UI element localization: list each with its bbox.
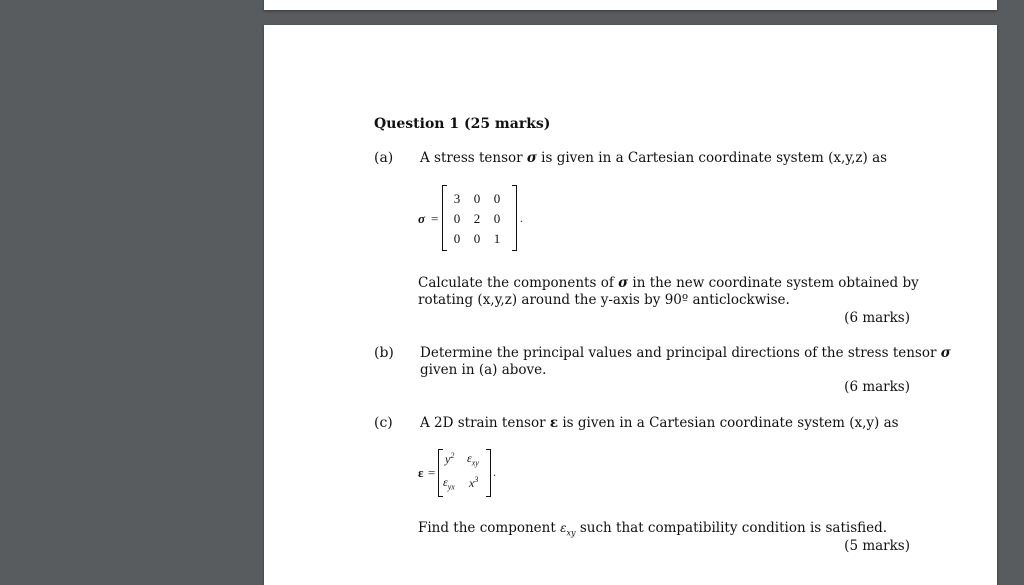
- epsilon-symbol: ε: [418, 465, 424, 480]
- part-b-line2: given in (a) above.: [420, 362, 547, 378]
- matrix-cell: 0: [493, 211, 501, 226]
- matrix-cell: 0: [453, 231, 461, 246]
- equals-sign: =: [428, 465, 436, 480]
- sigma-symbol: σ: [418, 211, 426, 226]
- matrix-cell: $\varepsilon_{yx}$: [443, 475, 455, 492]
- part-b-line1: Determine the principal values and principal directions of the stress tensor σ: [420, 345, 951, 361]
- stress-matrix: [418, 185, 528, 253]
- matrix-cell: 1: [493, 231, 501, 246]
- part-c-marks: (5 marks): [844, 538, 910, 554]
- document-page: [264, 25, 997, 585]
- matrix-cell: 3: [453, 191, 461, 206]
- matrix-cell: $y^2$: [445, 451, 455, 466]
- part-c-intro: A 2D strain tensor ε is given in a Cartesian coordinate system (x,y) as: [420, 415, 899, 431]
- part-a-intro: A stress tensor σ is given in a Cartesian coordinate system (x,y,z) as: [420, 150, 888, 166]
- left-bracket: [442, 185, 447, 251]
- question-title: Question 1 (25 marks): [374, 116, 551, 132]
- matrix-cell: $\varepsilon_{xy}$: [467, 451, 479, 468]
- right-bracket: [486, 449, 491, 497]
- part-a-task-line1: Calculate the components of σ in the new coordinate system obtained by: [418, 275, 919, 291]
- part-b-marks: (6 marks): [844, 379, 910, 395]
- matrix-cell: 0: [473, 191, 481, 206]
- right-bracket: [512, 185, 517, 251]
- matrix-cell: $x^3$: [469, 475, 479, 490]
- part-a-task-line2: rotating (x,y,z) around the y-axis by 90º anticlockwise.: [418, 292, 790, 308]
- part-c-label: (c): [374, 415, 393, 431]
- strain-matrix: [418, 449, 508, 499]
- part-c-task: Find the component $\varepsilon_{xy}$ such that compatibility condition is satisfied.: [418, 520, 888, 538]
- part-a-label: (a): [374, 150, 394, 166]
- trailing-period: .: [493, 465, 496, 479]
- matrix-cell: 0: [473, 231, 481, 246]
- part-b-label: (b): [374, 345, 394, 361]
- matrix-cell: 2: [473, 211, 481, 226]
- matrix-cell: 0: [453, 211, 461, 226]
- matrix-cell: 0: [493, 191, 501, 206]
- part-a-marks: (6 marks): [844, 310, 910, 326]
- previous-page: [264, 0, 997, 10]
- equals-sign: =: [431, 211, 439, 226]
- trailing-period: .: [520, 211, 523, 225]
